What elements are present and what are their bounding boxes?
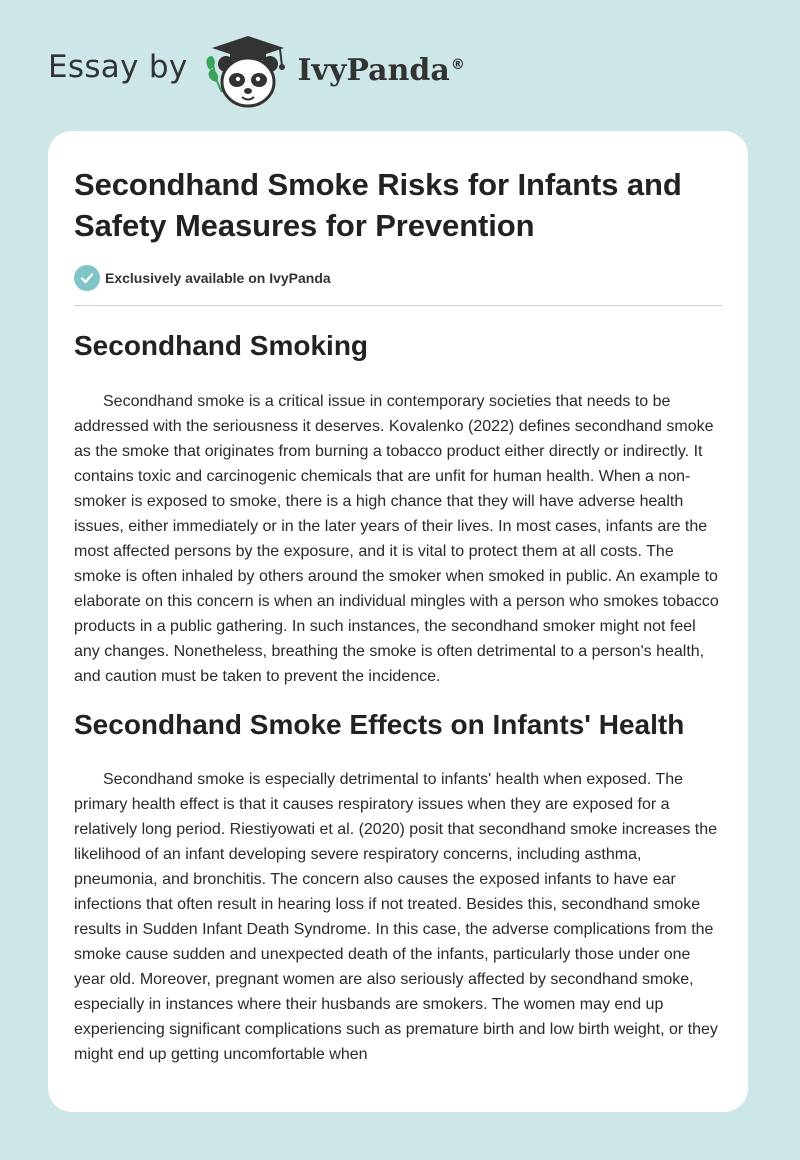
essay-by-label: Essay by [48, 49, 188, 85]
exclusive-badge [74, 265, 722, 291]
panda-mascot-icon [202, 30, 294, 110]
exclusive-label: Exclusively available on IvyPanda [105, 270, 331, 286]
check-icon [74, 265, 100, 291]
section-heading: Secondhand Smoking [74, 330, 369, 361]
section-paragraph: Secondhand smoke is a critical issue in contemporary societies that needs to be addressed with the seriousness it deserves. Kovalenko (2022) defines secondhand smoke as the smoke that originates from burning a tobacco product either directly or indirectly. It contains toxic and carcinogenic chemicals that are unfit for human health. When a non-smoker is exposed to smoke, there is a high chance that they will have adverse health issues, either immediately or in the later years of their lives. In most cases, infants are the most affected persons by the exposure, and it is vital to protect them at all costs. The smoke is often inhaled by others around the smoker when smoked in public. An example to elaborate on this concern is when an individual mingles with a person who smokes tobacco products in a public gathering. In such instances, the secondhand smoker might not feel any changes. Nonetheless, breathing the smoke is often detrimental to a person's health, and caution must be taken to prevent the incidence. [74, 393, 719, 685]
essay-card [48, 131, 748, 1112]
section-heading: Secondhand Smoke Effects on Infants' Health [74, 709, 685, 740]
brand-logo[interactable] [48, 30, 465, 110]
brand-name: IvyPanda® [297, 52, 465, 88]
section-paragraph: Secondhand smoke is especially detrimental to infants' health when exposed. The primary health effect is that it causes respiratory issues when they are exposed for a relatively long period. Riestiyowati et al. (2020) posit that secondhand smoke increases the likelihood of an infant developing severe respiratory concerns, including asthma, pneumonia, and bronchitis. The concern also causes the exposed infants to have ear infections that often result in hearing loss if not treated. Besides this, secondhand smoke results in Sudden Infant Death Syndrome. In this case, the adverse complications from the smoke cause sudden and unexpected death of the infants, particularly those under one year old. Moreover, pregnant women are also seriously affected by secondhand smoke, especially in instances where their husbands are smokers. The women may end up experiencing significant complications such as premature birth and low birth weight, or they might end up getting uncomfortable when [74, 771, 718, 1063]
page-title: Secondhand Smoke Risks for Infants and Safety Measures for Prevention [74, 167, 682, 243]
divider [74, 305, 722, 306]
